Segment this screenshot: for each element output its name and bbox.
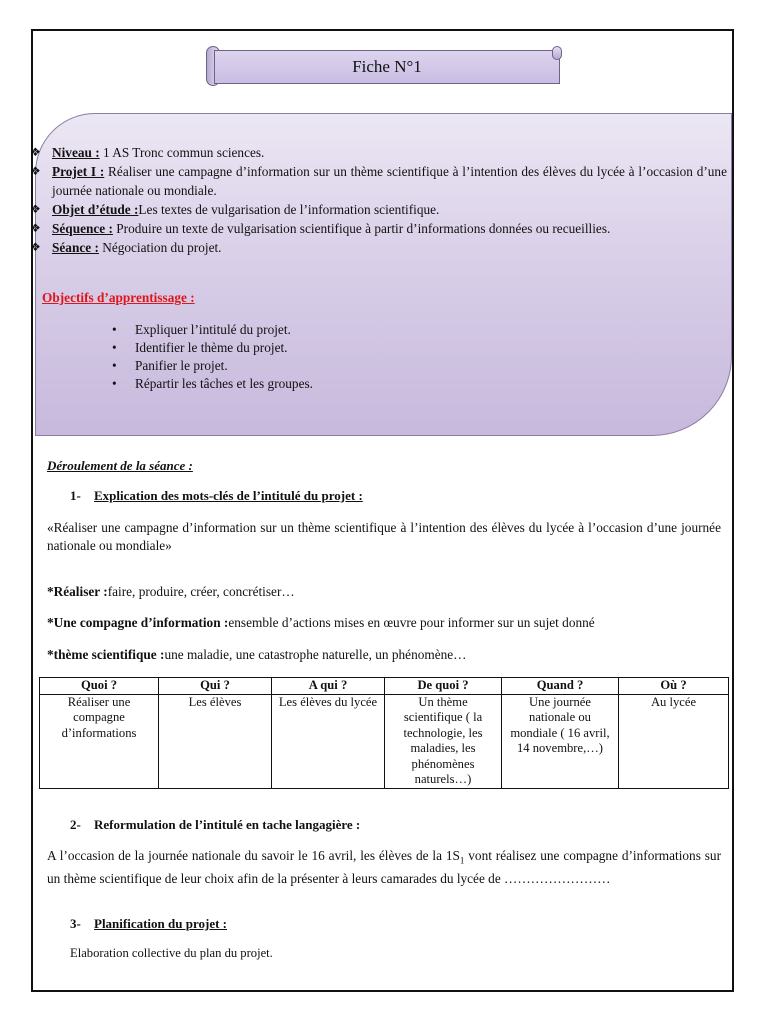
info-text: Produire un texte de vulgarisation scientifique à partir d’informations données ou recueillies. [112,221,611,236]
table-header: Où ? [619,678,729,695]
page-title: Fiche N°1 [352,57,422,76]
definition-text: une maladie, une catastrophe naturelle, un phénomène… [164,647,467,662]
info-text: Les textes de vulgarisation de l’information scientifique. [138,202,440,217]
section-number: 2- [70,817,81,832]
table-cell: Les élèves [159,694,272,788]
table-header: Quoi ? [40,678,159,695]
definition-realiser [47,584,295,600]
table-cell: Une journée nationale ou mondiale ( 16 avril, 14 novembre,…) [502,694,619,788]
scroll-curl-right [552,46,562,60]
info-item-seance [30,238,727,257]
info-label: Séance : [52,240,99,255]
section-2-heading [70,817,360,833]
deroulement-heading: Déroulement de la séance : [47,458,193,473]
title-banner [206,46,562,86]
table-header: A qui ? [272,678,385,695]
objectives-title: Objectifs d’apprentissage : [42,290,195,305]
table-cell: Les élèves du lycée [272,694,385,788]
info-text: Réaliser une campagne d’information sur un thème scientifique à l’intention des élèves du lycée à l’occasion d’une journée nationale ou mondiale. [52,164,727,198]
reformulation-text-b: vont réalisez une compagne d’informations sur un thème scientifique de leur choix afin de la présenter à leurs camarades du lycée de …………………… [47,848,721,886]
info-item-niveau [30,143,727,162]
definition-term: *Réaliser : [47,584,108,599]
table-cell: Un thème scientifique ( la technologie, les maladies, les phénomènes naturels…) [385,694,502,788]
diamond-bullet-icon: ❖ [30,240,41,254]
info-label: Niveau : [52,145,100,160]
definition-text: faire, produire, créer, concrétiser… [107,584,295,599]
info-item-objet [30,200,727,219]
section-title: Explication des mots-clés de l’intitulé du projet : [94,488,363,503]
diamond-bullet-icon: ❖ [30,145,41,159]
project-quote: «Réaliser une campagne d’information sur un thème scientifique à l’intention des élèves du lycée à l’occasion d’une journée nationale ou mondiale» [47,520,721,553]
objective-item: • Expliquer l’intitulé du projet. [112,321,313,339]
definition-theme [47,647,466,663]
table-row [40,694,729,788]
info-label: Séquence : [52,221,113,236]
reformulation-subscript: 1 [459,855,465,866]
definition-term: *Une compagne d’information : [47,615,229,630]
objective-item: • Identifier le thème du projet. [112,339,313,357]
objective-item: • Panifier le projet. [112,357,313,375]
section-number: 1- [70,488,81,503]
table-header-row [40,678,729,695]
reformulation-text-a: A l’occasion de la journée nationale du savoir le 16 avril, les élèves de la 1S [47,848,460,863]
definition-text: ensemble d’actions mises en œuvre pour informer sur un sujet donné [228,615,595,630]
table-header: Quand ? [502,678,619,695]
table-cell: Réaliser une compagne d’informations [40,694,159,788]
section-title: Reformulation de l’intitulé en tache langagière : [94,817,361,832]
info-text: Négociation du projet. [98,240,222,255]
objective-item: • Répartir les tâches et les groupes. [112,375,313,393]
project-table [39,677,729,789]
section-1-heading [70,488,363,504]
planification-text: Elaboration collective du plan du projet. [70,946,273,960]
diamond-bullet-icon: ❖ [30,221,41,235]
table-cell: Au lycée [619,694,729,788]
diamond-bullet-icon: ❖ [30,202,41,216]
section-3-heading [70,916,227,932]
info-label: Objet d’étude : [52,202,139,217]
definition-compagne [47,615,595,631]
info-text: 1 AS Tronc commun sciences. [99,145,265,160]
section-title: Planification du projet : [94,916,228,931]
table-header: Qui ? [159,678,272,695]
info-item-projet [30,162,727,200]
definition-term: *thème scientifique : [47,647,165,662]
info-item-sequence [30,219,727,238]
title-banner-body [214,50,560,84]
objectives-list [112,321,313,393]
info-label: Projet I : [52,164,105,179]
diamond-bullet-icon: ❖ [30,164,41,178]
reformulation-text [47,847,721,888]
info-list [30,143,727,257]
table-header: De quoi ? [385,678,502,695]
section-number: 3- [70,916,81,931]
